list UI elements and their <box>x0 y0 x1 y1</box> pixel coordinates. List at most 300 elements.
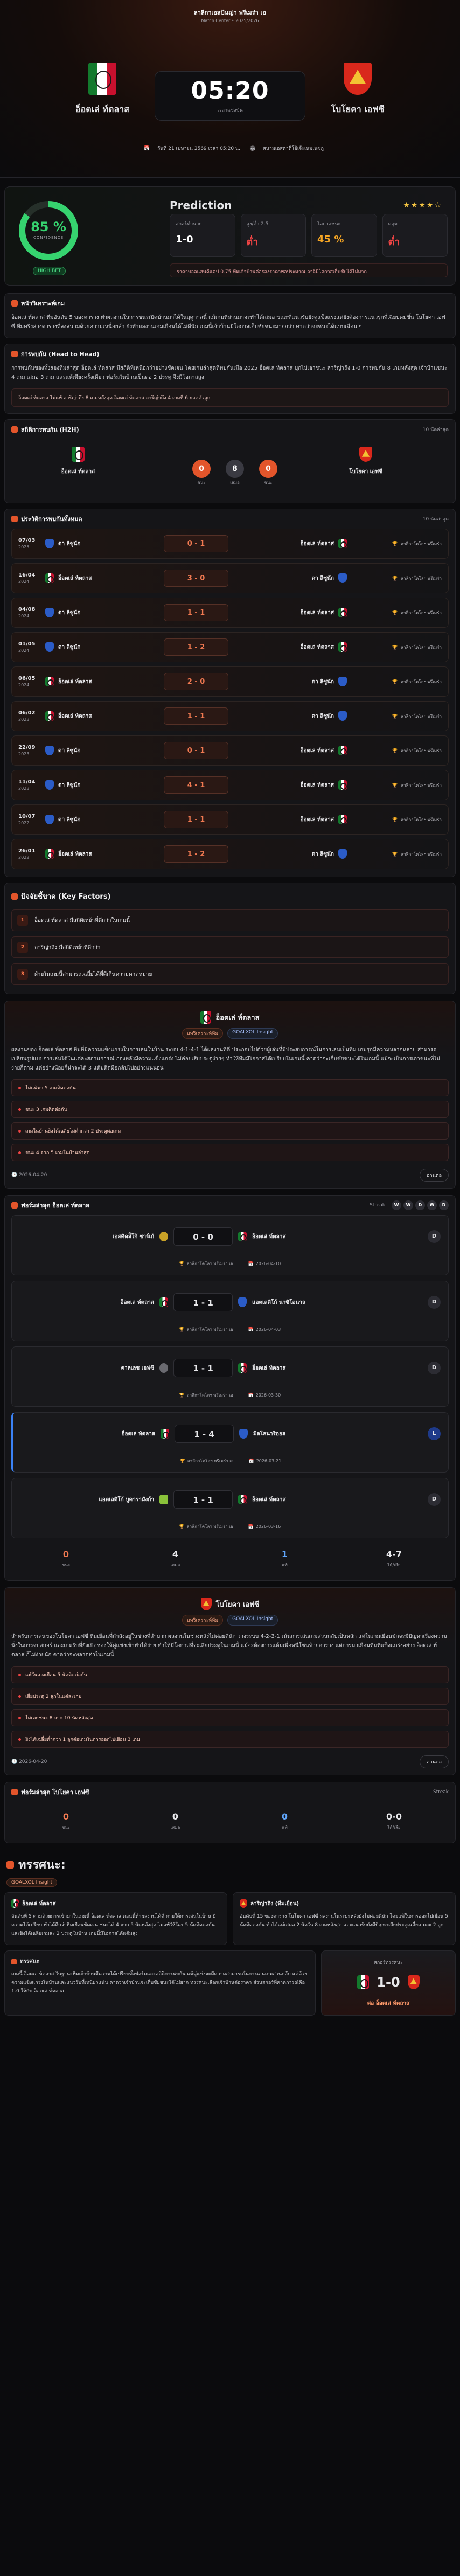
h2h-row[interactable] <box>11 770 449 800</box>
h2h-row-home-name: ดา ลิซูนัก <box>58 540 81 547</box>
form-match-home: เอสคิดล่ิโก้ ซาร์เก้ <box>113 1233 154 1240</box>
h2h-row-day: 06/02 <box>18 710 36 716</box>
key-factor-text: ลาริญ่าถึง มีสถิติเหย้าที่ดีกว่า <box>34 944 101 950</box>
h2h-row-home <box>45 849 164 859</box>
stadium-icon: 🏟 <box>249 146 256 151</box>
h2h-row-home <box>45 815 164 824</box>
history-icon <box>11 516 18 522</box>
h2h-row-score: 1 - 2 <box>164 845 228 863</box>
form-summary-value: 0 <box>281 1811 288 1822</box>
prediction-card <box>4 186 456 286</box>
home-team-text: ผลงานของ อ็อตเล่ ท์ตลาส ทีมที่มีความแข็งแกร่งในการเล่นในบ้าน ระบบ 4-1-4-1 ได้ผลงานที่ดี ประกอบไปด้วยผู้เล่นที่มีประสบการณ์ในการเล่นเป็นทีม เกมรุกมีความหลากหลาย สามารถเปลี่ยนรูปแบบการเล่นได้ในแต่ละสถานการณ์ กองหลังมีความแข็งแกร่ง ไม่ค่อยเสียประตูง่ายๆ ทำให้ทีมมีโอกาสได้เปรียบในเกมนี้ คาดว่าจะเก็บชัยชนะได้ในเกมนี้ แม้จะเป็นการเอาชนะที่ไม่ง่ายก็ตาม แต่อย่างน้อยก็น่าจะได้ 3 แต้มติดมือกลับไปอย่างแน่นอน <box>11 1047 440 1071</box>
form-match-comp-name: ลาลีกาโคโลฯ พรีเมร่า เอ <box>187 1459 234 1463</box>
team-crest-icon <box>238 1232 247 1241</box>
h2h-row-year: 2023 <box>18 752 30 756</box>
away-form-header <box>5 1782 455 1802</box>
form-match-comp-name: ลาลีกาโคโลฯ พรีเมร่า เอ <box>186 1261 233 1266</box>
h2h-row[interactable] <box>11 563 449 593</box>
h2h-row-home <box>45 642 164 652</box>
form-summary-value: 1 <box>281 1549 288 1559</box>
h2h-row[interactable] <box>11 632 449 662</box>
home-team-card <box>4 1001 456 1189</box>
match-venue: สนามเอสตาดิโอ้เจ้ะเนมเนซกู <box>263 146 324 151</box>
form-summary-label: แพ้ <box>282 1563 288 1567</box>
trophy-icon: 🏆 <box>392 817 398 822</box>
h2h-row-date <box>18 745 45 756</box>
team-crest-icon <box>239 1429 248 1439</box>
h2h-row-score: 0 - 1 <box>164 535 228 552</box>
h2h-history-list <box>5 529 455 869</box>
stat-label: โอกาสชนะ <box>317 221 341 227</box>
h2h-row-home-name: อ็อตเล่ ท์ตลาส <box>58 678 92 685</box>
summary-final-card <box>4 1950 316 2016</box>
form-match-home: อ็อตเล่ ท์ตลาส <box>120 1299 154 1306</box>
trophy-icon: 🏆 <box>392 575 398 581</box>
stat-score <box>170 214 235 257</box>
h2h-row-score: 2 - 0 <box>164 673 228 690</box>
home-wins-count <box>192 460 211 485</box>
team-crest-icon <box>45 711 54 721</box>
h2h-row-comp-name: ลาลีกาโคโลฯ พรีเมร่า <box>401 851 442 857</box>
key-factor-number: 1 <box>17 915 28 926</box>
form-match-date <box>248 1393 281 1398</box>
h2h-row[interactable] <box>11 839 449 869</box>
h2h-row[interactable] <box>11 701 449 731</box>
h2h-row-year: 2024 <box>18 683 30 688</box>
calendar-icon: 📅 <box>144 146 150 151</box>
team-crest-icon <box>338 849 347 859</box>
away-crest-icon <box>408 1975 420 1989</box>
form-match-away: แอตเลติโก้ นาซิโอนาล <box>252 1299 306 1306</box>
h2h-row-competition <box>392 747 442 754</box>
trophy-icon: 🏆 <box>392 713 398 719</box>
trophy-icon: 🏆 <box>179 1261 185 1266</box>
form-match-comp <box>179 1327 233 1332</box>
h2h-row-home <box>45 677 164 686</box>
away-team[interactable] <box>298 63 417 116</box>
h2h-row[interactable] <box>11 735 449 766</box>
h2h-row-competition <box>392 575 442 582</box>
stat-over-under <box>241 214 306 257</box>
stat-label: สกอร์ทำนาย <box>176 221 202 227</box>
away-team-card-name: โบโยคา เอฟซี <box>215 1600 260 1609</box>
team-crest-icon <box>338 573 347 583</box>
home-form-summary <box>11 1544 449 1574</box>
h2h-row-score: 1 - 1 <box>164 604 228 621</box>
form-match-score: 1 - 4 <box>175 1425 234 1443</box>
home-team-footer <box>5 1165 455 1188</box>
team-crest-icon <box>338 677 347 686</box>
team-crest-icon <box>45 677 54 686</box>
h2h-row-comp-name: ลาลีกาโคโลฯ พรีเมร่า <box>401 817 442 822</box>
away-form-card <box>4 1782 456 1843</box>
team-crest-icon <box>45 642 54 652</box>
h2h-row-day: 04/08 <box>18 607 36 613</box>
away-team-name: โบโยคา เอฟซี <box>331 104 385 114</box>
h2h-row-score: 4 - 1 <box>164 776 228 794</box>
h2h-row-away <box>228 815 347 824</box>
trophy-icon: 🏆 <box>392 748 398 753</box>
key-factor-number: 3 <box>17 969 28 980</box>
trophy-icon: 🏆 <box>392 782 398 788</box>
form-match-top <box>12 1281 448 1311</box>
lightbulb-icon <box>11 893 18 900</box>
form-match-meta <box>12 1392 448 1399</box>
key-factor-item <box>11 963 449 985</box>
form-summary-value: 0 <box>62 1549 69 1559</box>
h2h-row-competition <box>392 540 442 547</box>
stat-label: สูง/ต่ำ 2.5 <box>246 221 269 227</box>
home-form-card <box>4 1195 456 1581</box>
home-team-name: อ็อตเล่ ท์ตลาส <box>75 104 129 114</box>
h2h-row-score: 3 - 0 <box>164 570 228 587</box>
stat-value: ต่ำ <box>246 237 259 248</box>
away-team-card-header <box>5 1588 455 1626</box>
team-crest-icon <box>338 780 347 790</box>
prediction-stats <box>170 214 448 257</box>
trophy-icon: 🏆 <box>179 1459 185 1463</box>
form-match-card[interactable] <box>11 1215 449 1275</box>
h2h-row-home-name: ดา ลิซูนัก <box>58 782 81 788</box>
h2h-row-year: 2025 <box>18 545 30 550</box>
team-crest-icon <box>338 642 347 652</box>
summary-home-card <box>4 1892 227 1945</box>
h2h-home-name: อ็อตเล่ ท์ตลาส <box>61 469 95 475</box>
h2h-row-home-name: ดา ลิซูนัก <box>58 644 81 650</box>
h2h-row-score: 1 - 2 <box>164 638 228 656</box>
home-crest-icon <box>200 1011 211 1024</box>
form-summary-label: เสมอ <box>170 1825 180 1830</box>
analysis-card <box>4 293 456 338</box>
h2h-intro-header <box>5 344 455 364</box>
form-match-score: 1 - 1 <box>173 1359 233 1377</box>
h2h-row-home <box>45 539 164 548</box>
h2h-row-competition <box>392 713 442 720</box>
h2h-row-away <box>228 677 347 686</box>
clock-icon: 🕒 <box>11 1172 19 1178</box>
team-crest-icon <box>159 1297 168 1307</box>
h2h-row-date <box>18 607 45 619</box>
h2h-row-home-name: ดา ลิซูนัก <box>58 609 81 616</box>
team-crest-icon <box>338 746 347 755</box>
h2h-summary <box>5 439 455 503</box>
league-subtitle: Match Center • 2025/2026 <box>201 18 259 23</box>
h2h-row-day: 10/07 <box>18 814 36 820</box>
key-factor-text: ฝ่ายในเกมนี้สามารถเฉลี่ยได้ที่ดีเกินความคาดหมาย <box>34 971 152 977</box>
form-summary-value: 4 <box>172 1549 179 1559</box>
summary-home-title: อ็อตเล่ ท์ตลาส <box>22 1900 56 1907</box>
h2h-row-away-name: อ็อตเล่ ท์ตลาส <box>300 644 334 650</box>
summary-final-title: ทรรศนะ <box>20 1959 39 1964</box>
streak-label: Streak <box>369 1203 385 1208</box>
h2h-stats-title: สถิติการพบกัน (H2H) <box>21 426 79 433</box>
home-crest-icon <box>72 447 85 462</box>
team-crest-icon <box>45 849 54 859</box>
home-team-updated: 2026-04-20 <box>19 1172 47 1178</box>
h2h-row-away <box>228 746 347 755</box>
summary-pred-label: สกอร์ทรรศนะ <box>374 1960 403 1966</box>
kickoff-time-label: เวลาแข่งขัน <box>217 108 243 113</box>
kickoff-clock <box>155 71 305 121</box>
home-crest-icon <box>11 1899 19 1908</box>
h2h-row-year: 2023 <box>18 786 30 791</box>
form-match-meta <box>12 1523 448 1530</box>
h2h-row-year: 2024 <box>18 648 30 653</box>
h2h-history-title: ประวัติการพบกันทั้งหมด <box>21 516 82 523</box>
h2h-row-date <box>18 538 45 550</box>
team-crest-icon <box>45 780 54 790</box>
form-match-card[interactable] <box>11 1281 449 1341</box>
team-crest-icon <box>45 608 54 617</box>
form-match-date <box>249 1459 281 1463</box>
h2h-row-comp-name: ลาลีกาโคโลฯ พรีเมร่า <box>401 575 442 581</box>
summary-away-text: อันดับที่ 15 ของตาราง โบโยคา เอฟซี ผลงานในระยะหลังยังไม่ค่อยดีนัก โดยแพ้ในการออกไปเยือน 5 นัดติดต่อกัน ทำได้แค่เสมอ 2 นัดใน 8 เกมหลังสุด และแนวรับยังมีปัญหาเสียประตูเฉลี่ยเกมละ 2 ลูก <box>240 1914 448 1928</box>
h2h-highlight: อ็อตเล่ ท์ตลาส ไม่แพ้ ลาริญ่าถึง 8 เกมหลังสุด อ็อตเล่ ท์ตลาส ลาริญ่าถึง 4 เกมที่ 6 ยอดตัวลูก <box>11 388 449 407</box>
away-wins-value: 0 <box>266 464 271 473</box>
form-match-meta <box>13 1457 448 1464</box>
form-summary-cell <box>121 1544 230 1574</box>
match-meta <box>0 144 460 152</box>
away-team-bullets <box>5 1666 455 1748</box>
h2h-history-header <box>5 509 455 529</box>
home-team[interactable] <box>43 63 162 116</box>
h2h-row-competition <box>392 644 442 651</box>
team-note-item: ชนะ 4 จาก 5 เกมในบ้านล่าสุด <box>11 1144 449 1161</box>
summary-section <box>4 1851 456 2016</box>
h2h-row-home <box>45 780 164 790</box>
form-match-top <box>12 1216 448 1246</box>
team-note-item: ไม่เคยชนะ 8 จาก 10 นัดหลังสุด <box>11 1709 449 1726</box>
h2h-row-date <box>18 779 45 791</box>
form-match-date-text: 2026-04-10 <box>255 1261 281 1266</box>
analysis-icon <box>11 300 18 307</box>
summary-final-row <box>4 1950 456 2016</box>
home-form-header <box>5 1196 455 1215</box>
team-crest-icon <box>238 1297 247 1307</box>
verdict-icon <box>11 1959 17 1964</box>
form-match-comp-name: ลาลีกาโคโลฯ พรีเมร่า เอ <box>186 1524 233 1529</box>
draws-value: 8 <box>232 464 238 473</box>
form-match-date <box>248 1261 281 1266</box>
form-match-comp <box>180 1459 234 1463</box>
h2h-row-away-name: อ็อตเล่ ท์ตลาส <box>300 782 334 788</box>
h2h-row-away <box>228 608 347 617</box>
calendar-icon: 📅 <box>248 1524 254 1529</box>
h2h-intro-title: การพบกัน (Head to Head) <box>21 351 100 358</box>
form-match-away: มิลโลนาริออส <box>253 1431 286 1437</box>
h2h-row-away <box>228 849 347 859</box>
confidence-value: 85 % <box>31 219 66 234</box>
key-factors-header <box>5 883 455 909</box>
stat-value: 45 % <box>317 234 344 245</box>
rating-stars-icon: ★★★★☆ <box>403 201 442 210</box>
trophy-icon: 🏆 <box>392 541 398 546</box>
form-summary-cell <box>11 1806 121 1836</box>
handshake-icon <box>11 351 18 357</box>
home-form-title: ฟอร์มล่าสุด อ็อตเล่ ท์ตลาส <box>21 1202 89 1209</box>
h2h-row-day: 26/01 <box>18 848 36 854</box>
h2h-row-comp-name: ลาลีกาโคโลฯ พรีเมร่า <box>401 610 442 615</box>
team-analysis-pill: บทวิเคราะห์ทีม <box>182 1615 223 1626</box>
h2h-row-year: 2022 <box>18 855 30 860</box>
h2h-row-date <box>18 641 45 653</box>
analysis-title: หน้าวิเคราะห์เกม <box>21 300 65 307</box>
home-crest-icon <box>88 63 116 95</box>
read-more-button[interactable]: อ่านต่อ <box>420 1169 449 1182</box>
form-match-home: แอตเลติโก้ บูคารามังก้า <box>99 1496 154 1503</box>
calendar-icon: 📅 <box>248 1393 254 1398</box>
trophy-icon: 🏆 <box>179 1524 185 1529</box>
h2h-history-card <box>4 509 456 877</box>
h2h-row-away-name: อ็อตเล่ ท์ตลาส <box>300 609 334 616</box>
h2h-row-date <box>18 848 45 860</box>
form-match-card[interactable] <box>11 1412 449 1473</box>
form-match-card[interactable] <box>11 1346 449 1407</box>
h2h-stats-sub: 10 นัดล่าสุด <box>422 427 449 433</box>
summary-pred-card <box>321 1950 456 2016</box>
form-summary-cell <box>230 1544 339 1574</box>
h2h-row-home-name: ดา ลิซูนัก <box>58 747 81 754</box>
h2h-away-name: โบโยคา เอฟซี <box>349 469 383 475</box>
summary-final-text: เกมนี้ อ็อตเล่ ท์ตลาส ในฐานะทีมเจ้าบ้านมีความได้เปรียบทั้งฟอร์มและสถิติการพบกัน แม้คู่แข่งจะมีความสามารถในการเล่นเกมสวนกลับ แต่ด้วยความแข็งแกร่งในบ้านและแนวรับที่เหนียวแน่น คาดว่าเจ้าบ้านจะเก็บชัยชนะได้ไม่ยาก ทรรศนะเลือกเจ้าบ้านต่อราคา ส่วนสกอร์ที่คาดการณ์คือ 1-0 ให้กับ อ็อตเล่ ท์ตลาส <box>11 1971 308 1994</box>
streak-badge: W <box>403 1200 413 1210</box>
h2h-row-year: 2022 <box>18 821 30 825</box>
form-match-card[interactable] <box>11 1478 449 1538</box>
away-crest-icon <box>201 1598 212 1610</box>
stat-win-chance <box>311 214 377 257</box>
team-note-item: ไม่แพ้มา 5 เกมติดต่อกัน <box>11 1079 449 1096</box>
h2h-row-comp-name: ลาลีกาโคโลฯ พรีเมร่า <box>401 541 442 546</box>
insight-pill: GOALXOL Insight <box>227 1615 278 1626</box>
form-summary-cell <box>230 1806 339 1836</box>
h2h-row-day: 16/04 <box>18 572 36 578</box>
form-match-comp <box>179 1261 233 1266</box>
h2h-row-day: 07/03 <box>18 538 36 544</box>
calendar-icon: 📅 <box>248 1459 254 1463</box>
h2h-row-score: 1 - 1 <box>164 707 228 725</box>
home-team-card-name: อ็อตเล่ ท์ตลาส <box>215 1013 260 1022</box>
h2h-row-home-name: ดา ลิซูนัก <box>58 816 81 823</box>
key-factor-item <box>11 936 449 958</box>
h2h-row-comp-name: ลาลีกาโคโลฯ พรีเมร่า <box>401 644 442 650</box>
analysis-header <box>5 294 455 313</box>
h2h-row-date <box>18 676 45 688</box>
away-wins-label: ชนะ <box>264 480 273 485</box>
match-date: วันที่ 21 เมษายน 2569 เวลา 05:20 น. <box>157 146 240 151</box>
team-crest-icon <box>338 608 347 617</box>
summary-insight-pill: GOALXOL Insight <box>6 1878 57 1887</box>
away-form-title: ฟอร์มล่าสุด โบโยคา เอฟซี <box>21 1789 89 1796</box>
h2h-row-day: 11/04 <box>18 779 36 785</box>
h2h-row-home <box>45 573 164 583</box>
h2h-row[interactable] <box>11 529 449 559</box>
h2h-row-competition <box>392 782 442 789</box>
away-team-footer <box>5 1752 455 1775</box>
form-match-meta <box>12 1260 448 1267</box>
h2h-row-day: 01/05 <box>18 641 36 647</box>
team-analysis-pill: บทวิเคราะห์ทีม <box>182 1028 223 1039</box>
h2h-row-home-name: อ็อตเล่ ท์ตลาส <box>58 713 92 719</box>
h2h-row-away-name: ดา ลิซูนัก <box>311 575 334 581</box>
home-wins-value: 0 <box>199 464 204 473</box>
away-crest-icon <box>344 63 372 95</box>
h2h-row-comp-name: ลาลีกาโคโลฯ พรีเมร่า <box>401 713 442 719</box>
match-hero <box>0 0 460 178</box>
key-factors-list <box>5 909 455 985</box>
form-match-result: D <box>428 1230 441 1243</box>
form-match-home: อ็อตเล่ ท์ตลาส <box>121 1431 155 1437</box>
form-match-score: 1 - 1 <box>173 1293 233 1311</box>
form-match-comp-name: ลาลีกาโคโลฯ พรีเมร่า เอ <box>186 1327 233 1332</box>
team-note-item: เกมในบ้านยิงได้เฉลี่ยไม่ต่ำกว่า 2 ประตูต่อเกม <box>11 1122 449 1140</box>
trophy-icon: 🏆 <box>392 851 398 857</box>
h2h-row-away-name: อ็อตเล่ ท์ตลาส <box>300 816 334 823</box>
team-crest-icon <box>45 815 54 824</box>
stat-value: ต่ำ <box>388 237 400 248</box>
h2h-row-away-name: อ็อตเล่ ท์ตลาส <box>300 747 334 754</box>
analysis-text: อ็อตเล่ ท์ตลาส ทีมอันดับ 5 ของตาราง ทำผลงานในการชนะเปิดบ้านมาได้ในฤดูกาลนี้ แม้เกมที่ผ่านมาจะทำได้เสมอ ขณะที่แนวรับยังดูแข็งแรงแต่ยังต้องการแนวรุกที่เฉียบคมขึ้น โบโยคา เอฟซี ทีมครึ่งล่างตารางที่ลงสนามด้วยความเหนื่อยล้า ยังทำผลงานเกมเยือนได้ไม่ดีนัก เกมนี้เจ้าบ้านมีโอกาสเก็บชัยชนะมากกว่า คาดว่าจะชนะได้แบบเฉือน ๆ <box>11 315 445 330</box>
h2h-row[interactable] <box>11 804 449 835</box>
away-crest-icon <box>359 447 372 462</box>
form-match-comp <box>179 1393 233 1398</box>
team-crest-icon <box>159 1232 168 1241</box>
team-note-item: ยิงได้เฉลี่ยต่ำกว่า 1 ลูกต่อเกมในการออกไปเยือน 3 เกม <box>11 1731 449 1748</box>
h2h-row-date <box>18 710 45 722</box>
team-crest-icon <box>45 746 54 755</box>
read-more-button[interactable]: อ่านต่อ <box>420 1755 449 1768</box>
h2h-row[interactable] <box>11 598 449 628</box>
home-wins-label: ชนะ <box>197 480 206 485</box>
h2h-stats-card <box>4 419 456 503</box>
h2h-row-day: 06/05 <box>18 676 36 682</box>
form-summary-label: แพ้ <box>282 1825 288 1830</box>
h2h-row-home <box>45 711 164 721</box>
h2h-row-away <box>228 539 347 548</box>
key-factors-title: ปัจจัยชี้ขาด (Key Factors) <box>21 893 111 901</box>
streak-badge: D <box>415 1200 425 1210</box>
h2h-row-competition <box>392 609 442 616</box>
form-icon <box>11 1789 18 1795</box>
summary-icon <box>6 1861 14 1869</box>
team-note-item: เสียประตู 2 ลูกในแต่ละเกม <box>11 1688 449 1705</box>
summary-title: ทรรศนะ: <box>18 1858 66 1872</box>
away-team-card <box>4 1587 456 1775</box>
h2h-stats-header <box>5 420 455 439</box>
form-match-date-text: 2026-03-30 <box>255 1393 281 1398</box>
form-summary-cell <box>339 1544 449 1574</box>
h2h-row-away <box>228 711 347 721</box>
form-match-top <box>12 1347 448 1377</box>
stat-value: 1-0 <box>176 234 193 245</box>
prediction-title: Prediction <box>170 199 232 212</box>
h2h-row-away-name: ดา ลิซูนัก <box>311 713 334 719</box>
form-match-result: D <box>428 1296 441 1309</box>
trophy-icon: 🏆 <box>179 1327 185 1332</box>
team-crest-icon <box>238 1495 247 1504</box>
calendar-icon: 📅 <box>248 1261 254 1266</box>
draws-count <box>226 460 244 485</box>
h2h-row[interactable] <box>11 666 449 697</box>
confidence-gauge-inner <box>25 207 72 254</box>
team-crest-icon <box>338 539 347 548</box>
form-match-meta <box>12 1326 448 1333</box>
form-summary-cell <box>121 1806 230 1836</box>
team-note-item: แพ้ในเกมเยือน 5 นัดติดต่อกัน <box>11 1666 449 1683</box>
form-match-home: คาลเลช เอฟซี <box>121 1365 154 1371</box>
h2h-row-date <box>18 572 45 584</box>
summary-away-card <box>233 1892 456 1945</box>
h2h-row-away-name: ดา ลิซูนัก <box>311 851 334 857</box>
